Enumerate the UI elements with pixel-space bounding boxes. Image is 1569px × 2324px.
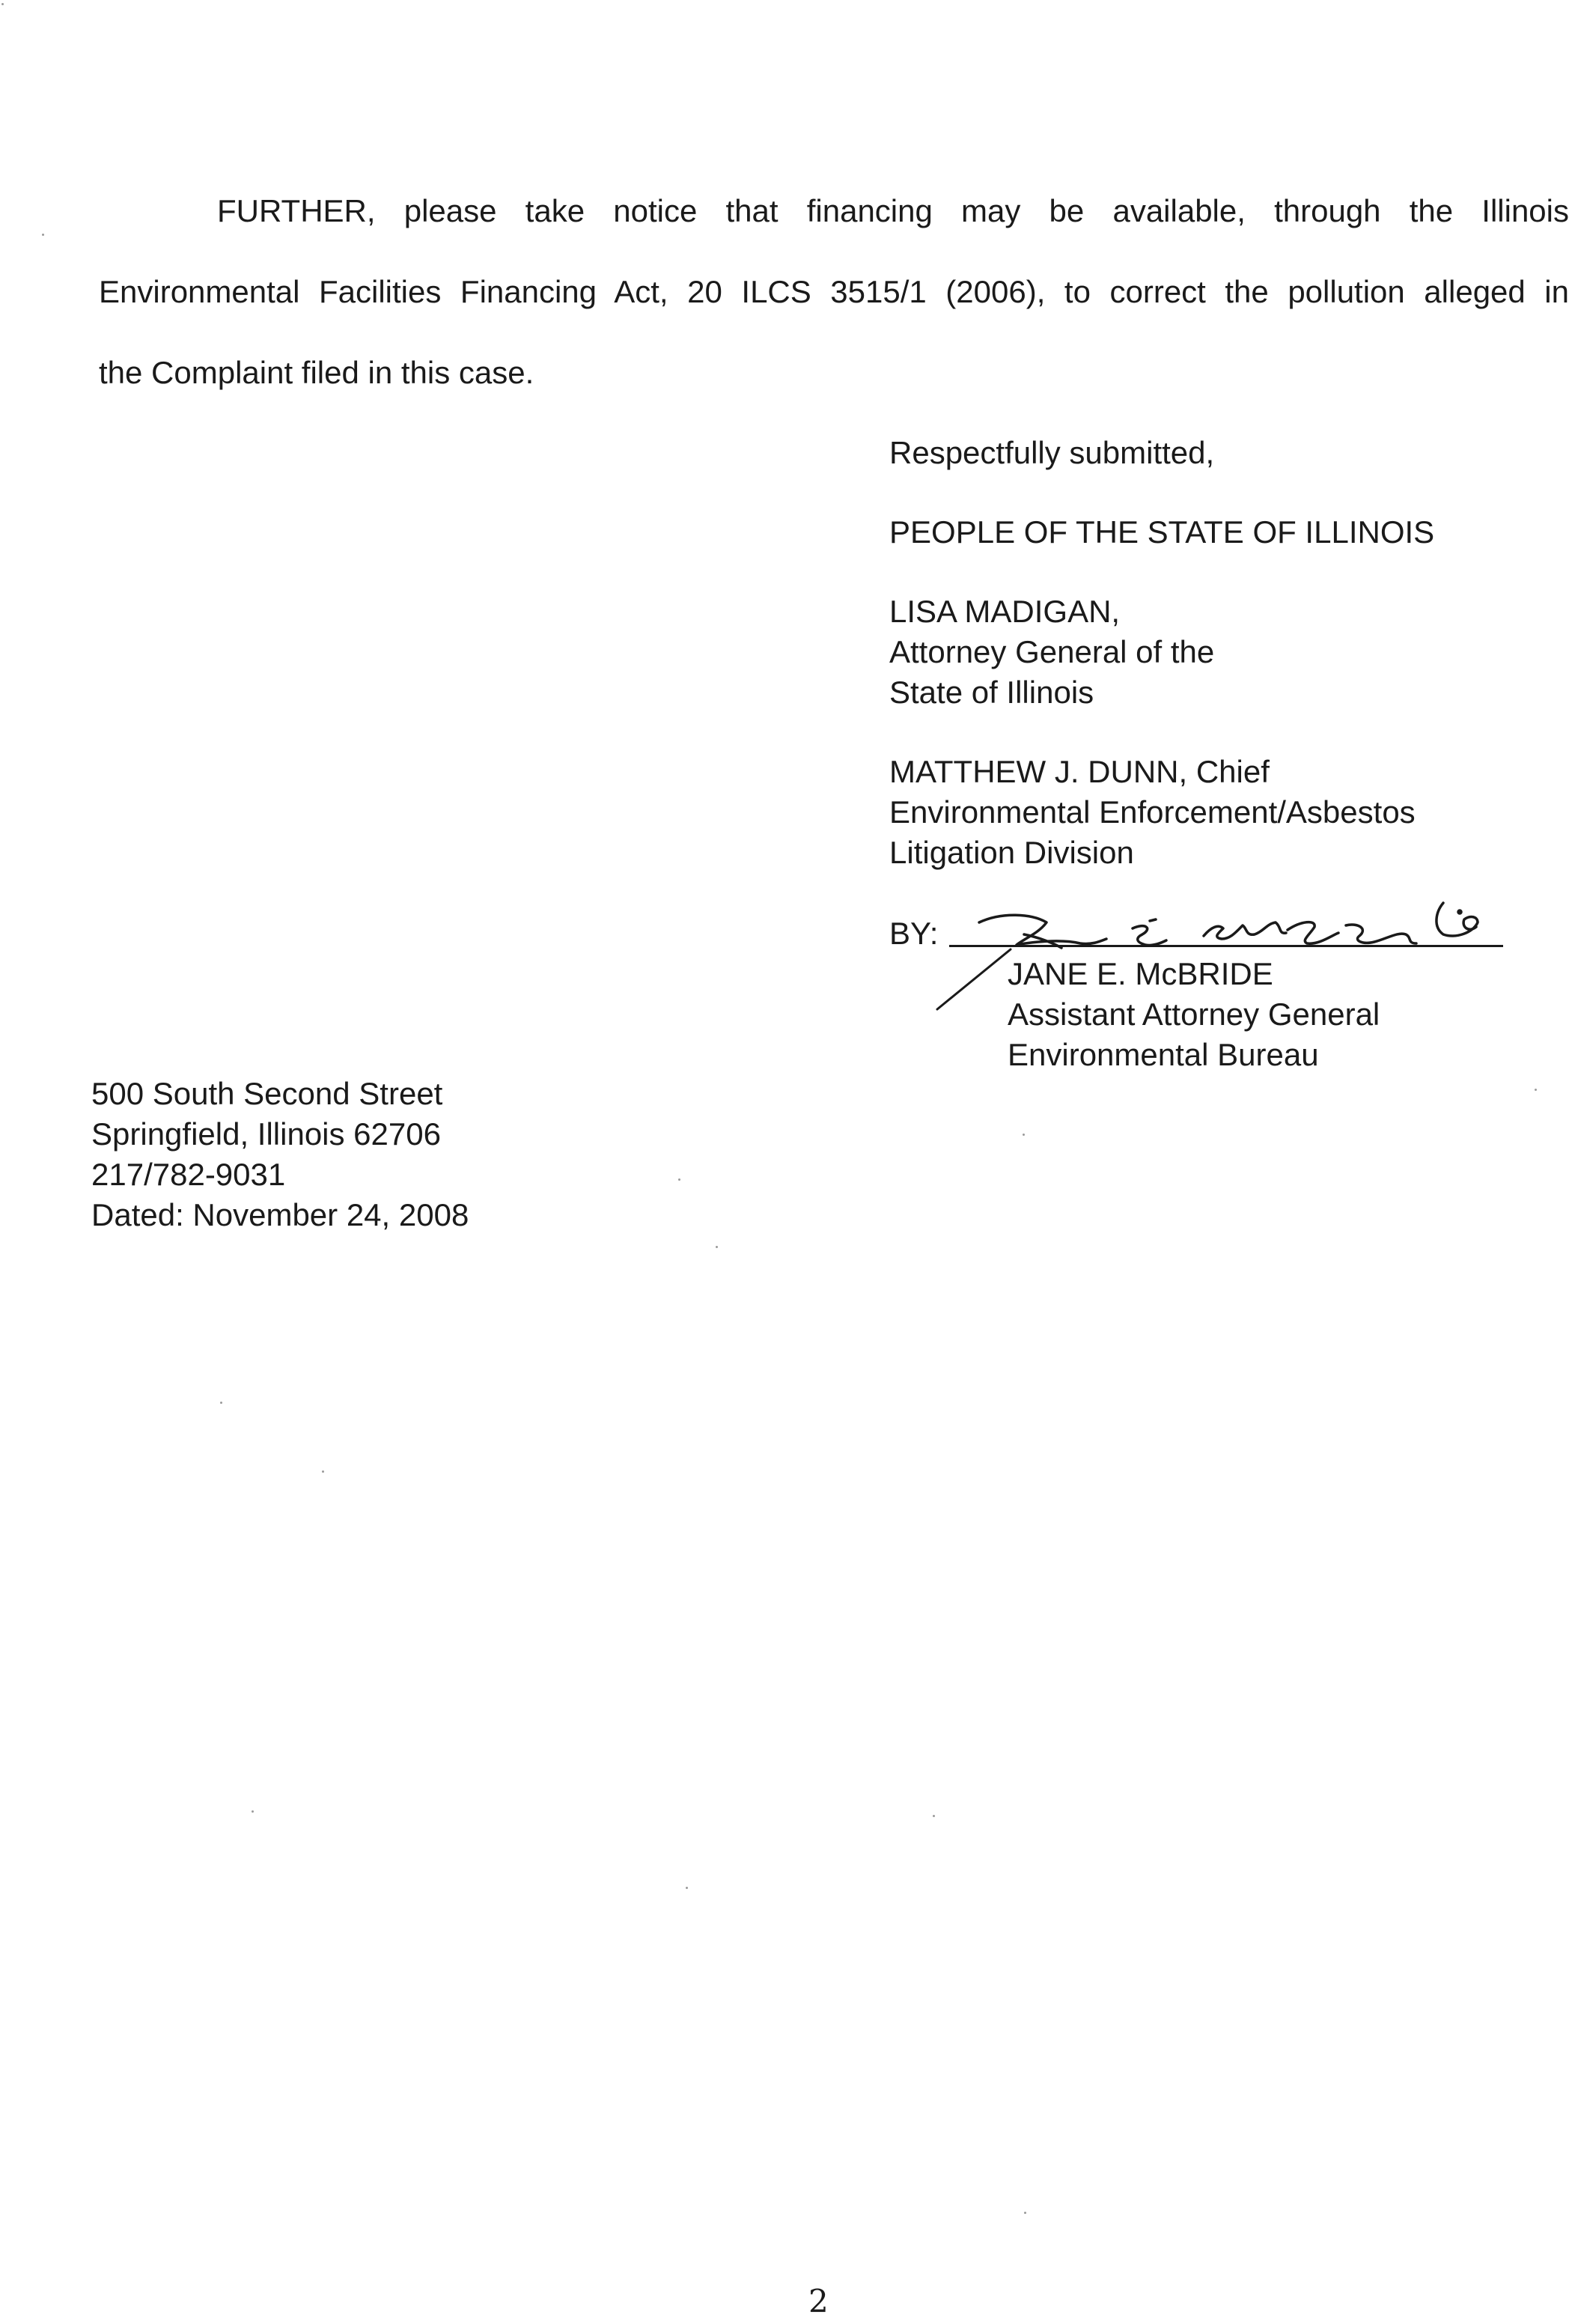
scan-speck: [1023, 1134, 1025, 1136]
notice-line-2: Environmental Facilities Financing Act, 20 ILCS 3515/1 (2006), to correct the pollution alleged in: [99, 274, 1569, 309]
party-name: [889, 512, 1434, 553]
notice-line-3: the Complaint filed in this case.: [99, 355, 534, 390]
signature-slash-mark: [921, 945, 1018, 1012]
signer-name: JANE E. McBRIDE: [1008, 956, 1273, 991]
scan-speck: [678, 1178, 680, 1181]
scan-speck: [220, 1402, 222, 1404]
page-number: 2: [808, 2283, 829, 2320]
respectfully-text: Respectfully submitted,: [889, 435, 1215, 470]
scan-speck: [1024, 2212, 1026, 2214]
scan-speck: [1535, 1089, 1537, 1091]
signer-title-line-1: Assistant Attorney General: [1008, 997, 1380, 1032]
signer-title-line-2: Environmental Bureau: [1008, 1037, 1319, 1072]
division-chief-block: [889, 752, 1416, 873]
scan-speck: [933, 1815, 935, 1817]
respectfully-submitted: [889, 433, 1214, 473]
ag-name: LISA MADIGAN,: [889, 594, 1121, 629]
chief-title-line-1: Environmental Enforcement/Asbestos: [889, 794, 1416, 830]
dated-line: Dated: November 24, 2008: [91, 1197, 469, 1232]
scan-speck: [322, 1470, 324, 1473]
party-text: PEOPLE OF THE STATE OF ILLINOIS: [889, 514, 1435, 550]
by-text: BY:: [889, 916, 939, 951]
address-phone: 217/782-9031: [91, 1157, 286, 1192]
scan-speck: [252, 1810, 254, 1813]
address-block: [91, 1074, 469, 1235]
chief-name: MATTHEW J. DUNN, Chief: [889, 754, 1270, 789]
scan-speck: [686, 1887, 688, 1889]
scan-speck: [1, 3, 4, 5]
signer-block: [1008, 954, 1380, 1075]
scan-speck: [716, 1246, 718, 1248]
signature-line: [949, 945, 1503, 947]
address-street: 500 South Second Street: [91, 1076, 443, 1111]
ag-title-line-2: State of Illinois: [889, 675, 1094, 710]
attorney-general-block: [889, 591, 1214, 713]
ag-title-line-1: Attorney General of the: [889, 634, 1215, 669]
scan-speck: [42, 234, 44, 236]
notice-line-1: FURTHER, please take notice that financing may be available, through the Illinois: [217, 193, 1569, 228]
chief-title-line-2: Litigation Division: [889, 835, 1134, 870]
address-city: Springfield, Illinois 62706: [91, 1116, 441, 1152]
